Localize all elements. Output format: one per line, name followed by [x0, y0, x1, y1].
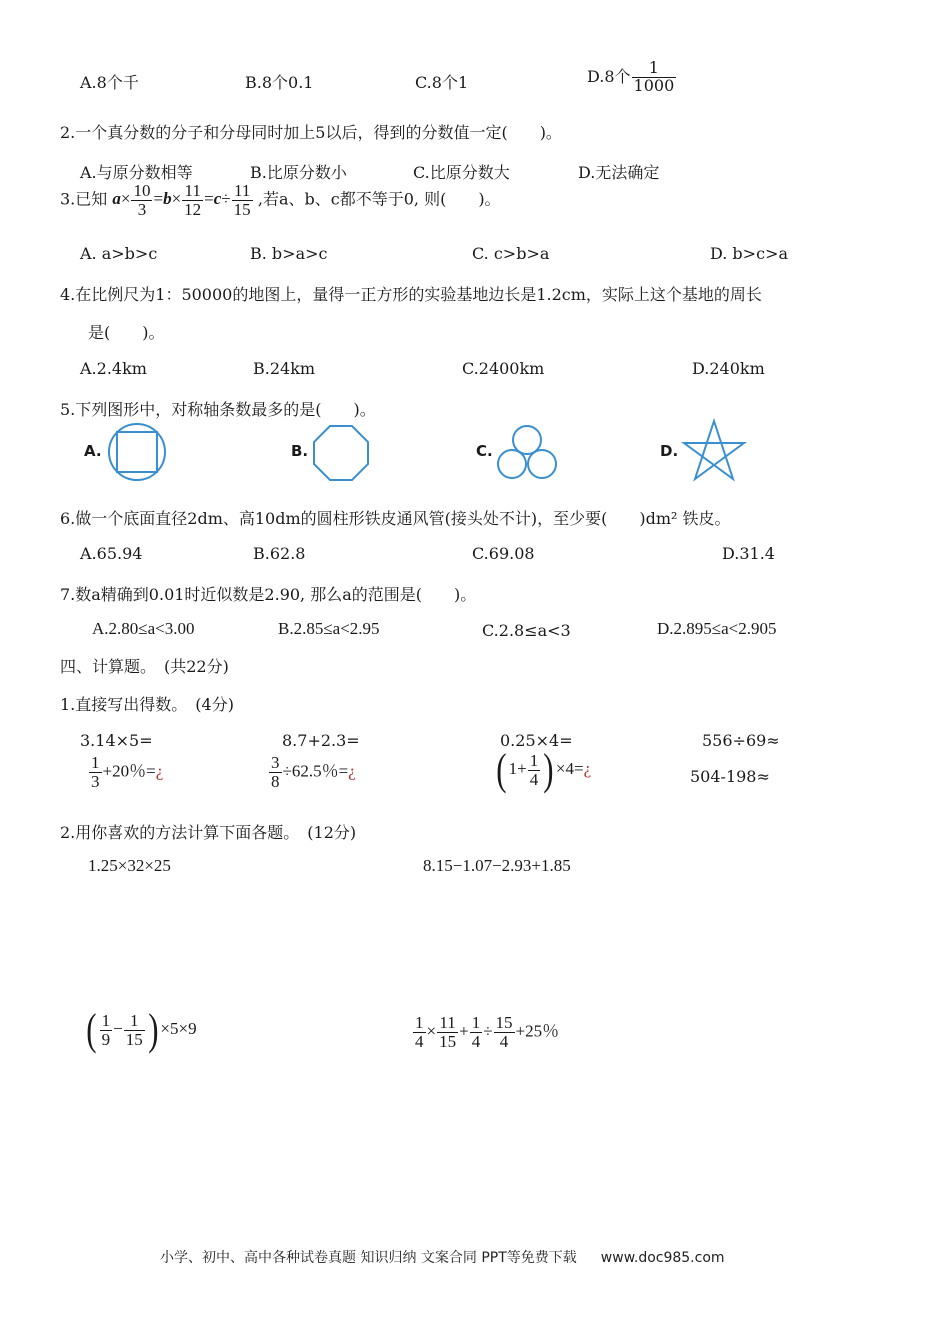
fraction-numerator: 1 — [415, 1013, 424, 1032]
q3-prefix: 3.已知 — [60, 189, 108, 209]
fraction — [124, 1012, 145, 1049]
q3-option-d: D. b>c>a — [710, 244, 788, 263]
q4-option-c: C.2400km — [462, 359, 545, 378]
fraction-denominator: 1000 — [633, 75, 675, 95]
times-sign: × — [171, 189, 182, 209]
fraction — [528, 752, 541, 789]
expression-rest: +20％= — [102, 761, 156, 781]
q5-figure-b-octagon — [310, 422, 372, 484]
fraction-denominator: 3 — [137, 199, 147, 219]
fraction-numerator: 3 — [271, 753, 280, 772]
expression-rest: ÷62.5％= — [282, 761, 349, 781]
q7-option-c: C.2.8≤a<3 — [482, 621, 571, 640]
q4-option-d: D.240km — [692, 359, 765, 378]
q3-frac-1 — [131, 182, 152, 219]
calc-2-2: 8.15−1.07−2.93+1.85 — [423, 856, 571, 875]
glyph-marker: ¿ — [155, 761, 164, 781]
q1-option-b: B.8个0.1 — [245, 73, 314, 92]
glyph-marker: ¿ — [348, 761, 356, 781]
q5-label-a: A. — [84, 442, 102, 460]
q1-option-d-label: D.8个 — [587, 66, 631, 86]
fraction — [494, 1014, 515, 1051]
q5-stem: 5.下列图形中，对称轴条数最多的是( )。 — [60, 400, 376, 419]
times-sign: × — [426, 1021, 437, 1041]
fraction-numerator: 1 — [632, 60, 677, 78]
var-c: c — [213, 189, 222, 209]
footer-site-link[interactable]: www.doc985.com — [600, 1250, 725, 1266]
fraction-denominator: 15 — [125, 1029, 143, 1049]
q5-label-b: B. — [291, 442, 309, 460]
fraction-denominator: 15 — [233, 199, 251, 219]
q6-option-a: A.65.94 — [80, 544, 143, 563]
fraction-denominator: 15 — [439, 1031, 457, 1051]
q6-option-b: B.62.8 — [253, 544, 306, 563]
q5-figure-d-star — [680, 418, 748, 482]
calc-1-5 — [88, 754, 163, 791]
fraction-numerator: 1 — [124, 1012, 145, 1031]
divide-sign: ÷ — [221, 189, 231, 209]
fraction-denominator: 12 — [184, 199, 202, 219]
fraction — [470, 1014, 483, 1051]
fraction-numerator: 1 — [91, 753, 100, 772]
q6-stem: 6.做一个底面直径2dm、高10dm的圆柱形铁皮通风管(接头处不计)，至少要( )dm² 铁皮。 — [60, 509, 731, 528]
fraction-numerator: 1 — [101, 1010, 111, 1030]
fraction — [437, 1014, 458, 1051]
calc-1-3: 0.25×4= — [500, 731, 573, 750]
equals-sign: = — [204, 189, 214, 209]
calc-1-4: 556÷69≈ — [702, 731, 780, 750]
q6-option-c: C.69.08 — [472, 544, 535, 563]
q7-option-a: A.2.80≤a<3.00 — [92, 619, 195, 638]
fraction-denominator: 4 — [499, 1031, 509, 1051]
part-2-title: 2.用你喜欢的方法计算下面各题。 (12分) — [60, 823, 357, 842]
divide-sign: ÷ — [483, 1021, 493, 1041]
q2-stem: 2.一个真分数的分子和分母同时加上5以后，得到的分数值一定( )。 — [60, 123, 562, 142]
q3-frac-3 — [232, 182, 253, 219]
minus-sign: − — [113, 1018, 123, 1038]
fraction-numerator: 11 — [232, 182, 253, 201]
q1-option-d-fraction — [632, 60, 677, 95]
q5-label-c: C. — [476, 442, 493, 460]
fraction-numerator: 11 — [182, 182, 203, 201]
footer — [160, 1247, 725, 1267]
expression-rest: +25％ — [515, 1021, 560, 1041]
fraction-denominator: 3 — [91, 771, 100, 791]
q3-option-a: A. a>b>c — [80, 244, 158, 263]
fraction-numerator: 15 — [495, 1013, 513, 1032]
calc-1-6 — [268, 754, 356, 791]
q4-stem-line2: 是( )。 — [88, 323, 165, 342]
expression-rest: ×4= — [555, 758, 584, 778]
q3-equation — [112, 181, 258, 219]
calc-1-2: 8.7+2.3= — [282, 731, 360, 750]
q1-option-a: A.8个千 — [80, 73, 139, 92]
section-4-title: 四、计算题。 (共22分) — [60, 657, 229, 676]
calc-2-1: 1.25×32×25 — [88, 856, 171, 875]
q1-option-d — [587, 60, 677, 95]
q3-frac-2 — [182, 182, 203, 219]
q1-option-c: C.8个1 — [415, 73, 469, 92]
calc-1-1: 3.14×5= — [80, 731, 153, 750]
fraction-denominator: 4 — [529, 769, 539, 789]
calc-2-3 — [84, 1005, 197, 1054]
fraction-denominator: 9 — [101, 1029, 111, 1049]
left-paren: ( — [496, 745, 507, 794]
q4-option-a: A.2.4km — [80, 359, 147, 378]
q2-option-b: B.比原分数小 — [250, 163, 347, 182]
calc-1-8: 504-198≈ — [690, 767, 770, 786]
plus-sign: + — [459, 1021, 469, 1041]
q7-option-d: D.2.895≤a<2.905 — [657, 619, 777, 638]
q5-figure-a-circle-square — [104, 421, 170, 483]
q7-stem: 7.数a精确到0.01时近似数是2.90, 那么a的范围是( )。 — [60, 585, 477, 604]
q2-option-d: D.无法确定 — [578, 163, 660, 182]
fraction-denominator: 4 — [415, 1031, 424, 1051]
fraction-numerator: 1 — [471, 1013, 481, 1032]
fraction — [269, 754, 282, 791]
q3-stem — [60, 182, 501, 219]
fraction-numerator: 1 — [529, 750, 539, 770]
calc-1-7 — [494, 745, 592, 794]
expression-part: 1+ — [508, 758, 527, 778]
footer-text: 小学、初中、高中各种试卷真题 知识归纳 文案合同 PPT等免费下载 — [160, 1250, 577, 1266]
calc-2-4 — [412, 1014, 559, 1051]
var-a: a — [112, 189, 121, 209]
expression-rest: ×5×9 — [160, 1018, 197, 1038]
right-paren: ) — [147, 1005, 159, 1054]
q2-option-a: A.与原分数相等 — [80, 163, 193, 182]
q2-option-c: C.比原分数大 — [413, 163, 510, 182]
fraction-denominator: 8 — [271, 771, 280, 791]
left-paren: ( — [86, 1005, 97, 1054]
q4-option-b: B.24km — [253, 359, 316, 378]
fraction-denominator: 4 — [471, 1031, 481, 1051]
fraction — [413, 1014, 426, 1051]
var-b: b — [163, 189, 172, 209]
q5-label-d: D. — [660, 442, 679, 460]
q3-option-b: B. b>a>c — [250, 244, 328, 263]
right-paren: ) — [543, 745, 554, 794]
fraction-numerator: 10 — [133, 181, 151, 200]
fraction — [89, 754, 102, 791]
q4-stem: 4.在比例尺为1：50000的地图上，量得一正方形的实验基地边长是1.2cm，实际上这个基地的周长 — [60, 285, 762, 304]
equals-sign: = — [153, 189, 164, 209]
times-sign: × — [120, 189, 131, 209]
glyph-marker: ¿ — [583, 758, 592, 778]
q7-option-b: B.2.85≤a<2.95 — [278, 619, 380, 638]
fraction-numerator: 11 — [437, 1014, 458, 1033]
q3-option-c: C. c>b>a — [472, 244, 550, 263]
q6-option-d: D.31.4 — [722, 544, 775, 563]
q5-figure-c-three-circles — [494, 423, 560, 483]
fraction — [100, 1012, 113, 1049]
part-1-title: 1.直接写出得数。 (4分) — [60, 695, 234, 714]
q3-suffix: ,若a、b、c都不等于0, 则( )。 — [257, 189, 501, 209]
